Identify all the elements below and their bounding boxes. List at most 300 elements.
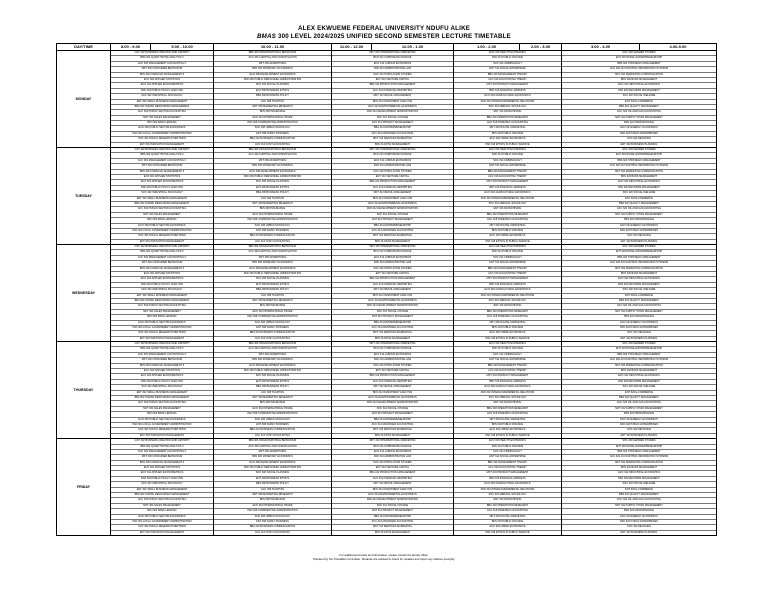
- course-entry: SOC 312 SOCIAL CHANGE: [332, 213, 453, 218]
- course-entry: SOC 320 SOCIAL WELFARE: [562, 385, 716, 390]
- course-entry: BBA 308 BUSINESS POLICY: [214, 482, 331, 487]
- course-entry: BFN 310 CORPORATE FINANCE: [332, 250, 453, 255]
- course-entry: ENT 302 SMALL BUSINESS MANAGEMENT: [111, 294, 213, 299]
- course-entry: ECO 306 PUBLIC SECTOR ECONOMICS: [111, 321, 213, 326]
- course-entry: MKT 312 RETAIL MANAGEMENT: [332, 482, 453, 487]
- course-entry: SOC 316 MEDICAL SOCIOLOGY: [454, 202, 561, 207]
- course-entry: MKT 302 CONSUMER BEHAVIOUR: [111, 358, 213, 363]
- course-entry: SOC 320 SOCIAL WELFARE: [562, 482, 716, 487]
- course-entry: PAD 320 RECORDS MANAGEMENT: [562, 186, 716, 191]
- course-entry: ENT 304 INNOVATION MANAGEMENT: [139, 239, 185, 243]
- course-entry: BBA 306 ORGANISATIONAL BEHAVIOUR: [214, 342, 331, 347]
- day-row: [57, 245, 717, 342]
- course-entry: ECO 314 ENVIRONMENTAL ECONOMICS: [332, 299, 453, 304]
- time-slot-cell: [332, 245, 454, 342]
- column-header-time: 11.00 - 12.00: [332, 44, 372, 51]
- course-entry: PAD 320 RECORDS MANAGEMENT: [562, 380, 716, 385]
- course-entry: BFN 312 INVESTMENT ANALYSIS: [332, 294, 453, 299]
- course-entry: BBA 308 BUSINESS POLICY: [214, 288, 331, 293]
- course-entry: BFN 306 MONETARY ECONOMICS: [214, 67, 331, 72]
- course-entry: BBA 306 ORGANISATIONAL BEHAVIOUR: [214, 439, 331, 444]
- course-entry: ENT 302 SMALL BUSINESS MANAGEMENT: [111, 100, 213, 105]
- course-entry: ECO 304 APPLIED ECONOMETRICS: [111, 83, 213, 88]
- course-entry: ENT 322 BUSINESS PLANNING: [620, 433, 658, 437]
- time-slot-cell: [454, 148, 562, 245]
- course-entry: PAD 322 PUBLIC ENTERPRISES: [562, 229, 716, 234]
- course-entry: ACC 312 FINANCIAL REPORTING: [332, 380, 453, 385]
- course-entry: ACC 304 PUBLIC SECTOR ACCOUNTING: [111, 498, 213, 503]
- course-entry: PAD 314 PUBLIC FINANCE: [454, 445, 561, 450]
- course-entry: MKT 312 RETAIL MANAGEMENT: [332, 385, 453, 390]
- course-entry: ACC 304 PUBLIC SECTOR ACCOUNTING: [111, 304, 213, 309]
- course-entry: ACC 302 MANAGEMENT ACCOUNTING II: [111, 353, 213, 358]
- course-entry: MKT 318 DIGITAL MARKETING: [454, 224, 561, 229]
- course-entry: MKT 304 SALES MANAGEMENT: [111, 407, 213, 412]
- course-entry: BBA 310 BUSINESS COMMUNICATION: [214, 137, 331, 142]
- course-entry: BFN 304 BANK LENDING: [111, 121, 213, 126]
- course-entry: PAD 310 ADMINISTRATIVE LAW: [332, 455, 453, 460]
- course-entry: BBA 306 ORGANISATIONAL BEHAVIOUR: [214, 245, 331, 250]
- course-entry: ECO 302 APPLIED STATISTICS: [111, 175, 213, 180]
- course-entry: ECO 316 HEALTH ECONOMICS: [454, 51, 561, 56]
- column-header-time: 10.00 - 11.00: [214, 44, 332, 51]
- course-entry: ACC 320 ACCOUNTING INFORMATION SYSTEMS: [562, 455, 716, 460]
- course-entry: ACC 310 COST ACCOUNTING: [254, 336, 291, 340]
- course-entry: BFN 320 BANK MANAGEMENT: [562, 272, 716, 277]
- course-entry: SOC 308 URBAN SOCIOLOGY: [214, 321, 331, 326]
- column-header-time: 9.00 - 10.00: [151, 44, 214, 51]
- course-entry: ACC 318 FORENSIC ACCOUNTING: [454, 509, 561, 514]
- course-entry: ACC 320 ACCOUNTING INFORMATION SYSTEMS: [562, 164, 716, 169]
- course-entry: ENT 316 FRANCHISING: [454, 304, 561, 309]
- course-entry: ACC 308 TAXATION: [214, 488, 331, 493]
- course-entry: GST 302 BUSINESS CREATION AND GROWTH: [111, 342, 213, 347]
- day-label: FRIDAY: [57, 439, 111, 536]
- course-entry: ACC 310 COST ACCOUNTING: [254, 433, 291, 437]
- course-entry: BBA 314 ENTREPRENEURSHIP: [332, 126, 453, 131]
- course-entry: BFN 306 MONETARY ECONOMICS: [214, 164, 331, 169]
- day-label: MONDAY: [57, 51, 111, 148]
- course-entry: SOC 314 CRIMINOLOGY: [454, 62, 561, 67]
- course-entry: MKT 304 SALES MANAGEMENT: [111, 213, 213, 218]
- course-entry: ENT 322 BUSINESS PLANNING: [620, 142, 658, 146]
- course-entry: BBA 316 MANAGEMENT THEORY: [454, 364, 561, 369]
- column-header-time: 3.00 - 4.00: [562, 44, 640, 51]
- time-slot-cell: [111, 342, 214, 439]
- course-entry: ECO 314 ENVIRONMENTAL ECONOMICS: [332, 493, 453, 498]
- course-entry: SOC 312 SOCIAL CHANGE: [332, 310, 453, 315]
- course-entry: SOC 320 SOCIAL WELFARE: [562, 94, 716, 99]
- column-header-time: 4.00-5.00: [640, 44, 717, 51]
- day-row: [57, 51, 717, 148]
- course-entry: ENT 306 BUSINESS ETHICS: [214, 477, 331, 482]
- course-entry: ENT 302 SMALL BUSINESS MANAGEMENT: [111, 197, 213, 202]
- course-entry: BBA 304 HUMAN RESOURCES MANAGEMENT: [111, 396, 213, 401]
- course-entry: ACC 306 AUDITING AND INVESTIGATION: [214, 250, 331, 255]
- course-entry: ACC 318 FORENSIC ACCOUNTING: [454, 315, 561, 320]
- course-entry: MKT 310 INTERNATIONAL MARKETING: [332, 439, 453, 444]
- column-header-daytime: DAY/TIME: [57, 44, 111, 51]
- course-entry: ECO 316 HEALTH ECONOMICS: [454, 148, 561, 153]
- course-entry: BFN 318 PUBLIC FINANCE: [454, 132, 561, 137]
- course-entry: SOC 308 URBAN SOCIOLOGY: [214, 515, 331, 520]
- course-entry: ENT 318 RURAL ENTREPRENEURSHIP: [562, 445, 716, 450]
- course-entry: PAD 312 DEVELOPMENT ADMINISTRATION: [332, 498, 453, 503]
- course-entry: MKT 308 MARKETING RESEARCH: [214, 396, 331, 401]
- course-entry: ENT 302 SMALL BUSINESS MANAGEMENT: [111, 391, 213, 396]
- course-entry: ECO 310 INTERNATIONAL TRADE: [214, 310, 331, 315]
- course-entry: BBA 320 STRATEGIC MANAGEMENT: [562, 353, 716, 358]
- subtitle-text: 300 LEVEL 2024/2025 UNIFIED SECOND SEMESTER LECTURE TIMETABLE: [277, 33, 511, 40]
- course-entry: ECO 320 URBAN ECONOMICS: [454, 525, 561, 530]
- course-entry: ACC 322 OIL AND GAS ACCOUNTING: [562, 207, 716, 212]
- course-entry: BBA 316 MANAGEMENT THEORY: [454, 267, 561, 272]
- footer-note-2: Prepared by the Timetable Committee. Students are advised to check for updates and report any clashes promptly.: [312, 557, 456, 561]
- course-entry: BBA 322 QUALITY MANAGEMENT: [562, 493, 716, 498]
- time-slot-cell: [214, 245, 332, 342]
- course-entry: ECO 308 DEVELOPMENT ECONOMICS: [214, 170, 331, 175]
- course-entry: ECO 302 APPLIED STATISTICS: [111, 78, 213, 83]
- course-entry: ECO 324 ENERGY ECONOMICS: [562, 418, 716, 423]
- course-entry: ACC 310 COST ACCOUNTING: [254, 530, 291, 534]
- course-entry: MKT 308 MARKETING RESEARCH: [214, 202, 331, 207]
- course-entry: PAD 312 DEVELOPMENT ADMINISTRATION: [332, 207, 453, 212]
- course-entry: MKT 308 MARKETING RESEARCH: [214, 493, 331, 498]
- course-entry: MKT 302 CONSUMER BEHAVIOUR: [111, 455, 213, 460]
- course-entry: ENT 312 PROJECT MANAGEMENT: [332, 121, 453, 126]
- course-entry: BFN 302 FINANCIAL MANAGEMENT II: [111, 170, 213, 175]
- course-entry: PAD 310 ADMINISTRATIVE LAW: [332, 261, 453, 266]
- course-entry: SOC 314 CRIMINOLOGY: [454, 450, 561, 455]
- course-entry: SOC 320 SOCIAL WELFARE: [562, 288, 716, 293]
- course-entry: PAD 302 PUBLIC POLICY ANALYSIS: [111, 89, 213, 94]
- course-entry: PAD 322 PUBLIC ENTERPRISES: [562, 326, 716, 331]
- course-entry: SOC 310 POPULATION STUDIES: [332, 364, 453, 369]
- course-entry: SOC 318 GENDER STUDIES: [562, 439, 716, 444]
- course-entry: BFN 308 INSURANCE: [214, 498, 331, 503]
- course-entry: ECO 302 APPLIED STATISTICS: [111, 369, 213, 374]
- course-entry: PAD 314 PUBLIC FINANCE: [454, 56, 561, 61]
- course-entry: MKT 304 SALES MANAGEMENT: [111, 504, 213, 509]
- course-entry: ACC 306 AUDITING AND INVESTIGATION: [214, 445, 331, 450]
- course-entry: PAD 320 RECORDS MANAGEMENT: [562, 477, 716, 482]
- course-entry: BBA 316 MANAGEMENT THEORY: [454, 73, 561, 78]
- course-entry: ENT 308 FAMILY BUSINESS: [214, 229, 331, 234]
- course-entry: ECO 306 PUBLIC SECTOR ECONOMICS: [111, 515, 213, 520]
- course-entry: PAD 322 PUBLIC ENTERPRISES: [562, 423, 716, 428]
- course-entry: MKT 310 INTERNATIONAL MARKETING: [332, 51, 453, 56]
- course-entry: ENT 314 SOCIAL ENTERPRISE: [454, 67, 561, 72]
- course-entry: SOC 306 SOCIAL PLANNING: [214, 374, 331, 379]
- course-entry: BFN 306 MONETARY ECONOMICS: [214, 455, 331, 460]
- course-entry: MKT 312 RETAIL MANAGEMENT: [332, 288, 453, 293]
- course-entry: MKT 314 SERVICES MARKETING: [332, 137, 453, 142]
- course-entry: ECO 322 INDUSTRIAL ECONOMICS: [562, 180, 716, 185]
- course-entry: PAD 316 INTERGOVERNMENTAL RELATIONS: [454, 197, 561, 202]
- course-entry: ENT 322 BUSINESS PLANNING: [620, 530, 658, 534]
- course-entry: ENT 312 PROJECT MANAGEMENT: [332, 412, 453, 417]
- course-entry: BFN 306 MONETARY ECONOMICS: [214, 261, 331, 266]
- course-entry: SOC 314 CRIMINOLOGY: [454, 159, 561, 164]
- course-entry: BFN 314 RISK MANAGEMENT: [374, 336, 410, 340]
- course-entry: ACC 314 ADVANCED ACCOUNTING: [332, 423, 453, 428]
- course-entry: ECO 320 URBAN ECONOMICS: [454, 234, 561, 239]
- course-entry: PAD 306 PUBLIC PERSONNEL ADMINISTRATION: [214, 369, 331, 374]
- course-entry: PAD 318 ETHICS IN PUBLIC SERVICE: [485, 433, 530, 437]
- course-entry: MKT 314 SERVICES MARKETING: [332, 331, 453, 336]
- course-entry: BFN 304 BANK LENDING: [111, 218, 213, 223]
- course-entry: GST 302 BUSINESS CREATION AND GROWTH: [111, 148, 213, 153]
- course-entry: ECO 304 APPLIED ECONOMETRICS: [111, 180, 213, 185]
- course-entry: PAD 304 LOCAL GOVERNMENT ADMINISTRATION: [111, 229, 213, 234]
- day-label: WEDNESDAY: [57, 245, 111, 342]
- course-entry: BFN 314 RISK MANAGEMENT: [374, 142, 410, 146]
- course-entry: BFN 318 PUBLIC FINANCE: [454, 423, 561, 428]
- course-entry: ACC 318 FORENSIC ACCOUNTING: [454, 218, 561, 223]
- course-entry: ENT 308 FAMILY BUSINESS: [214, 423, 331, 428]
- course-entry: BFN 316 FINANCIAL MARKETS: [454, 477, 561, 482]
- course-entry: SOC 312 SOCIAL CHANGE: [332, 407, 453, 412]
- course-entry: BFN 314 RISK MANAGEMENT: [374, 239, 410, 243]
- course-entry: ECO 324 ENERGY ECONOMICS: [562, 126, 716, 131]
- course-entry: MKT 322 SUPPLY CHAIN MANAGEMENT: [562, 504, 716, 509]
- course-entry: ENT 320 E-COMMERCE: [562, 294, 716, 299]
- course-entry: PAD 316 INTERGOVERNMENTAL RELATIONS: [454, 488, 561, 493]
- course-entry: ACC 310 COST ACCOUNTING: [254, 142, 291, 146]
- course-entry: ECO 304 APPLIED ECONOMETRICS: [111, 277, 213, 282]
- course-entry: BBA 304 HUMAN RESOURCES MANAGEMENT: [111, 202, 213, 207]
- course-entry: ENT 322 BUSINESS PLANNING: [620, 336, 658, 340]
- course-entry: BFN 314 RISK MANAGEMENT: [374, 530, 410, 534]
- course-entry: ENT 320 E-COMMERCE: [562, 391, 716, 396]
- course-entry: ECO 312 LABOUR ECONOMICS: [332, 450, 453, 455]
- course-entry: ACC 310 COST ACCOUNTING: [254, 239, 291, 243]
- course-entry: BBA 302 QUANTITATIVE ANALYSIS II: [111, 56, 213, 61]
- course-entry: ECO 310 INTERNATIONAL TRADE: [214, 504, 331, 509]
- course-entry: PAD 302 PUBLIC POLICY ANALYSIS: [111, 186, 213, 191]
- course-entry: PAD 316 INTERGOVERNMENTAL RELATIONS: [454, 100, 561, 105]
- course-entry: SOC 318 GENDER STUDIES: [562, 245, 716, 250]
- course-entry: BBA 304 HUMAN RESOURCES MANAGEMENT: [111, 299, 213, 304]
- course-entry: SOC 316 MEDICAL SOCIOLOGY: [454, 493, 561, 498]
- course-entry: ACC 304 PUBLIC SECTOR ACCOUNTING: [111, 110, 213, 115]
- course-entry: BBA 314 ENTREPRENEURSHIP: [332, 321, 453, 326]
- course-entry: BBA 302 QUANTITATIVE ANALYSIS II: [111, 250, 213, 255]
- course-entry: ACC 322 OIL AND GAS ACCOUNTING: [562, 401, 716, 406]
- course-entry: ACC 316 ACCOUNTING THEORY: [454, 78, 561, 83]
- course-entry: SOC 322 DEVIANCE: [562, 331, 716, 336]
- course-entry: ACC 308 TAXATION: [214, 391, 331, 396]
- course-entry: ACC 314 ADVANCED ACCOUNTING: [332, 229, 453, 234]
- course-entry: PAD 304 LOCAL GOVERNMENT ADMINISTRATION: [111, 423, 213, 428]
- time-slot-cell: [562, 342, 717, 439]
- course-entry: PAD 312 DEVELOPMENT ADMINISTRATION: [332, 110, 453, 115]
- course-entry: ECO 316 HEALTH ECONOMICS: [454, 342, 561, 347]
- course-entry: ENT 316 FRANCHISING: [454, 207, 561, 212]
- course-entry: PAD 310 ADMINISTRATIVE LAW: [332, 164, 453, 169]
- course-entry: SOC 306 SOCIAL PLANNING: [214, 471, 331, 476]
- course-entry: PAD 318 ETHICS IN PUBLIC SERVICE: [485, 142, 530, 146]
- course-entry: ECO 320 URBAN ECONOMICS: [454, 331, 561, 336]
- course-entry: ACC 302 MANAGEMENT ACCOUNTING II: [111, 62, 213, 67]
- course-entry: SOC 316 MEDICAL SOCIOLOGY: [454, 105, 561, 110]
- course-entry: BBA 320 STRATEGIC MANAGEMENT: [562, 62, 716, 67]
- course-entry: BFN 320 BANK MANAGEMENT: [562, 175, 716, 180]
- course-entry: ENT 306 BUSINESS ETHICS: [214, 186, 331, 191]
- course-entry: BFN 312 INVESTMENT ANALYSIS: [332, 488, 453, 493]
- course-entry: BFN 310 CORPORATE FINANCE: [332, 56, 453, 61]
- course-entry: ECO 316 HEALTH ECONOMICS: [454, 245, 561, 250]
- timetable-grid: [56, 43, 717, 536]
- course-entry: MKT 318 DIGITAL MARKETING: [454, 418, 561, 423]
- course-entry: ECO 308 DEVELOPMENT ECONOMICS: [214, 364, 331, 369]
- course-entry: ENT 322 BUSINESS PLANNING: [620, 239, 658, 243]
- course-entry: BFN 304 BANK LENDING: [111, 315, 213, 320]
- course-entry: PAD 314 PUBLIC FINANCE: [454, 250, 561, 255]
- course-entry: ACC 316 ACCOUNTING THEORY: [454, 466, 561, 471]
- course-entry: MKT 304 SALES MANAGEMENT: [111, 310, 213, 315]
- course-entry: ACC 308 TAXATION: [214, 294, 331, 299]
- course-entry: BFN 308 INSURANCE: [214, 401, 331, 406]
- course-entry: ACC 304 PUBLIC SECTOR ACCOUNTING: [111, 401, 213, 406]
- course-entry: ENT 312 PROJECT MANAGEMENT: [332, 315, 453, 320]
- time-slot-cell: [332, 51, 454, 148]
- course-entry: ENT 318 RURAL ENTREPRENEURSHIP: [562, 250, 716, 255]
- course-entry: ACC 316 ACCOUNTING THEORY: [454, 272, 561, 277]
- time-slot-cell: [214, 439, 332, 536]
- course-entry: SOC 308 URBAN SOCIOLOGY: [214, 418, 331, 423]
- course-entry: BBA 310 BUSINESS COMMUNICATION: [214, 525, 331, 530]
- course-entry: ENT 316 FRANCHISING: [454, 498, 561, 503]
- course-entry: BFN 314 RISK MANAGEMENT: [374, 433, 410, 437]
- header-row: [57, 44, 717, 51]
- course-entry: MKT 312 RETAIL MANAGEMENT: [332, 191, 453, 196]
- course-entry: MKT 318 DIGITAL MARKETING: [454, 126, 561, 131]
- course-entry: ECO 308 DEVELOPMENT ECONOMICS: [214, 267, 331, 272]
- course-entry: ECO 322 INDUSTRIAL ECONOMICS: [562, 471, 716, 476]
- course-entry: BBA 314 ENTREPRENEURSHIP: [332, 418, 453, 423]
- course-entry: BBA 304 HUMAN RESOURCES MANAGEMENT: [111, 493, 213, 498]
- course-entry: ACC 316 ACCOUNTING THEORY: [454, 369, 561, 374]
- course-entry: BBA 318 OPERATIONS RESEARCH: [454, 213, 561, 218]
- course-entry: SOC 308 URBAN SOCIOLOGY: [214, 126, 331, 131]
- course-entry: BBA 302 QUANTITATIVE ANALYSIS II: [111, 445, 213, 450]
- course-entry: MKT 302 CONSUMER BEHAVIOUR: [111, 164, 213, 169]
- course-entry: BBA 312 PRODUCTION MANAGEMENT: [332, 180, 453, 185]
- course-entry: ENT 318 RURAL ENTREPRENEURSHIP: [562, 153, 716, 158]
- course-entry: PAD 304 LOCAL GOVERNMENT ADMINISTRATION: [111, 326, 213, 331]
- course-entry: MKT 316 PRODUCT MANAGEMENT: [454, 180, 561, 185]
- course-entry: SOC 316 MEDICAL SOCIOLOGY: [454, 396, 561, 401]
- course-entry: ACC 312 FINANCIAL REPORTING: [332, 89, 453, 94]
- course-entry: ENT 308 FAMILY BUSINESS: [214, 326, 331, 331]
- course-entry: SOC 310 POPULATION STUDIES: [332, 73, 453, 78]
- course-entry: ECO 324 ENERGY ECONOMICS: [562, 321, 716, 326]
- course-entry: ENT 314 SOCIAL ENTERPRISE: [454, 164, 561, 169]
- course-entry: BBA 320 STRATEGIC MANAGEMENT: [562, 256, 716, 261]
- course-entry: ECO 314 ENVIRONMENTAL ECONOMICS: [332, 396, 453, 401]
- course-entry: MKT 320 MARKETING COMMUNICATION: [562, 73, 716, 78]
- course-entry: ENT 314 SOCIAL ENTERPRISE: [454, 455, 561, 460]
- course-entry: ECO 322 INDUSTRIAL ECONOMICS: [562, 277, 716, 282]
- course-entry: SOC 310 POPULATION STUDIES: [332, 170, 453, 175]
- course-entry: ACC 314 ADVANCED ACCOUNTING: [332, 132, 453, 137]
- course-entry: SOC 310 POPULATION STUDIES: [332, 461, 453, 466]
- time-slot-cell: [111, 51, 214, 148]
- course-entry: ACC 316 ACCOUNTING THEORY: [454, 175, 561, 180]
- time-slot-cell: [562, 148, 717, 245]
- course-entry: ECO 312 LABOUR ECONOMICS: [332, 159, 453, 164]
- course-entry: ACC 314 ADVANCED ACCOUNTING: [332, 520, 453, 525]
- course-entry: BFN 320 BANK MANAGEMENT: [562, 466, 716, 471]
- time-slot-cell: [454, 245, 562, 342]
- university-name: ALEX EKWUEME FEDERAL UNIVERSITY NDUFU ALIKE: [297, 25, 471, 32]
- course-entry: ENT 306 BUSINESS ETHICS: [214, 380, 331, 385]
- course-entry: BFN 304 BANK LENDING: [111, 412, 213, 417]
- course-entry: MKT 308 MARKETING RESEARCH: [214, 299, 331, 304]
- course-entry: MKT 306 ADVERTISING: [214, 256, 331, 261]
- course-entry: MKT 302 CONSUMER BEHAVIOUR: [111, 67, 213, 72]
- course-entry: ECO 308 DEVELOPMENT ECONOMICS: [214, 73, 331, 78]
- course-entry: MKT 320 MARKETING COMMUNICATION: [562, 364, 716, 369]
- course-entry: SOC 302 INDUSTRIAL SOCIOLOGY: [111, 385, 213, 390]
- course-entry: BBA 312 PRODUCTION MANAGEMENT: [332, 83, 453, 88]
- course-entry: ACC 318 FORENSIC ACCOUNTING: [454, 412, 561, 417]
- course-entry: PAD 318 ETHICS IN PUBLIC SERVICE: [485, 336, 530, 340]
- course-entry: ACC 320 ACCOUNTING INFORMATION SYSTEMS: [562, 261, 716, 266]
- course-entry: ECO 304 APPLIED ECONOMETRICS: [111, 471, 213, 476]
- course-entry: ENT 304 INNOVATION MANAGEMENT: [139, 142, 185, 146]
- course-entry: MKT 320 MARKETING COMMUNICATION: [562, 461, 716, 466]
- course-entry: SOC 314 CRIMINOLOGY: [454, 353, 561, 358]
- course-entry: BBA 304 HUMAN RESOURCES MANAGEMENT: [111, 105, 213, 110]
- course-entry: SOC 304 SOCIAL RESEARCH METHODS: [111, 428, 213, 433]
- course-entry: PAD 316 INTERGOVERNMENTAL RELATIONS: [454, 294, 561, 299]
- course-entry: ACC 314 ADVANCED ACCOUNTING: [332, 326, 453, 331]
- course-entry: MKT 310 INTERNATIONAL MARKETING: [332, 245, 453, 250]
- course-entry: PAD 306 PUBLIC PERSONNEL ADMINISTRATION: [214, 272, 331, 277]
- course-entry: ENT 302 SMALL BUSINESS MANAGEMENT: [111, 488, 213, 493]
- course-entry: BFN 320 BANK MANAGEMENT: [562, 369, 716, 374]
- course-entry: MKT 322 SUPPLY CHAIN MANAGEMENT: [562, 213, 716, 218]
- course-entry: SOC 302 INDUSTRIAL SOCIOLOGY: [111, 94, 213, 99]
- course-entry: ENT 320 E-COMMERCE: [562, 197, 716, 202]
- course-entry: BFN 316 FINANCIAL MARKETS: [454, 89, 561, 94]
- course-entry: ECO 302 APPLIED STATISTICS: [111, 272, 213, 277]
- course-entry: ENT 314 SOCIAL ENTERPRISE: [454, 261, 561, 266]
- course-entry: BFN 322 MICROFINANCE: [562, 509, 716, 514]
- course-entry: SOC 302 INDUSTRIAL SOCIOLOGY: [111, 482, 213, 487]
- course-entry: PAD 314 PUBLIC FINANCE: [454, 153, 561, 158]
- course-entry: BFN 308 INSURANCE: [214, 304, 331, 309]
- course-entry: GST 302 BUSINESS CREATION AND GROWTH: [111, 51, 213, 56]
- course-entry: PAD 302 PUBLIC POLICY ANALYSIS: [111, 380, 213, 385]
- footer-note-1: For additional courses and information, please contact the faculty office.: [339, 553, 429, 557]
- course-entry: ACC 322 OIL AND GAS ACCOUNTING: [562, 304, 716, 309]
- course-entry: ACC 304 PUBLIC SECTOR ACCOUNTING: [111, 207, 213, 212]
- course-entry: ACC 312 FINANCIAL REPORTING: [332, 283, 453, 288]
- course-entry: SOC 322 DEVIANCE: [562, 234, 716, 239]
- course-entry: MKT 322 SUPPLY CHAIN MANAGEMENT: [562, 116, 716, 121]
- course-entry: BBA 308 BUSINESS POLICY: [214, 191, 331, 196]
- course-entry: ACC 302 MANAGEMENT ACCOUNTING II: [111, 159, 213, 164]
- day-row: [57, 439, 717, 536]
- course-entry: MKT 306 ADVERTISING: [214, 450, 331, 455]
- time-slot-cell: [111, 245, 214, 342]
- course-entry: SOC 304 SOCIAL RESEARCH METHODS: [111, 234, 213, 239]
- course-entry: ENT 312 PROJECT MANAGEMENT: [332, 509, 453, 514]
- course-entry: ENT 308 FAMILY BUSINESS: [214, 520, 331, 525]
